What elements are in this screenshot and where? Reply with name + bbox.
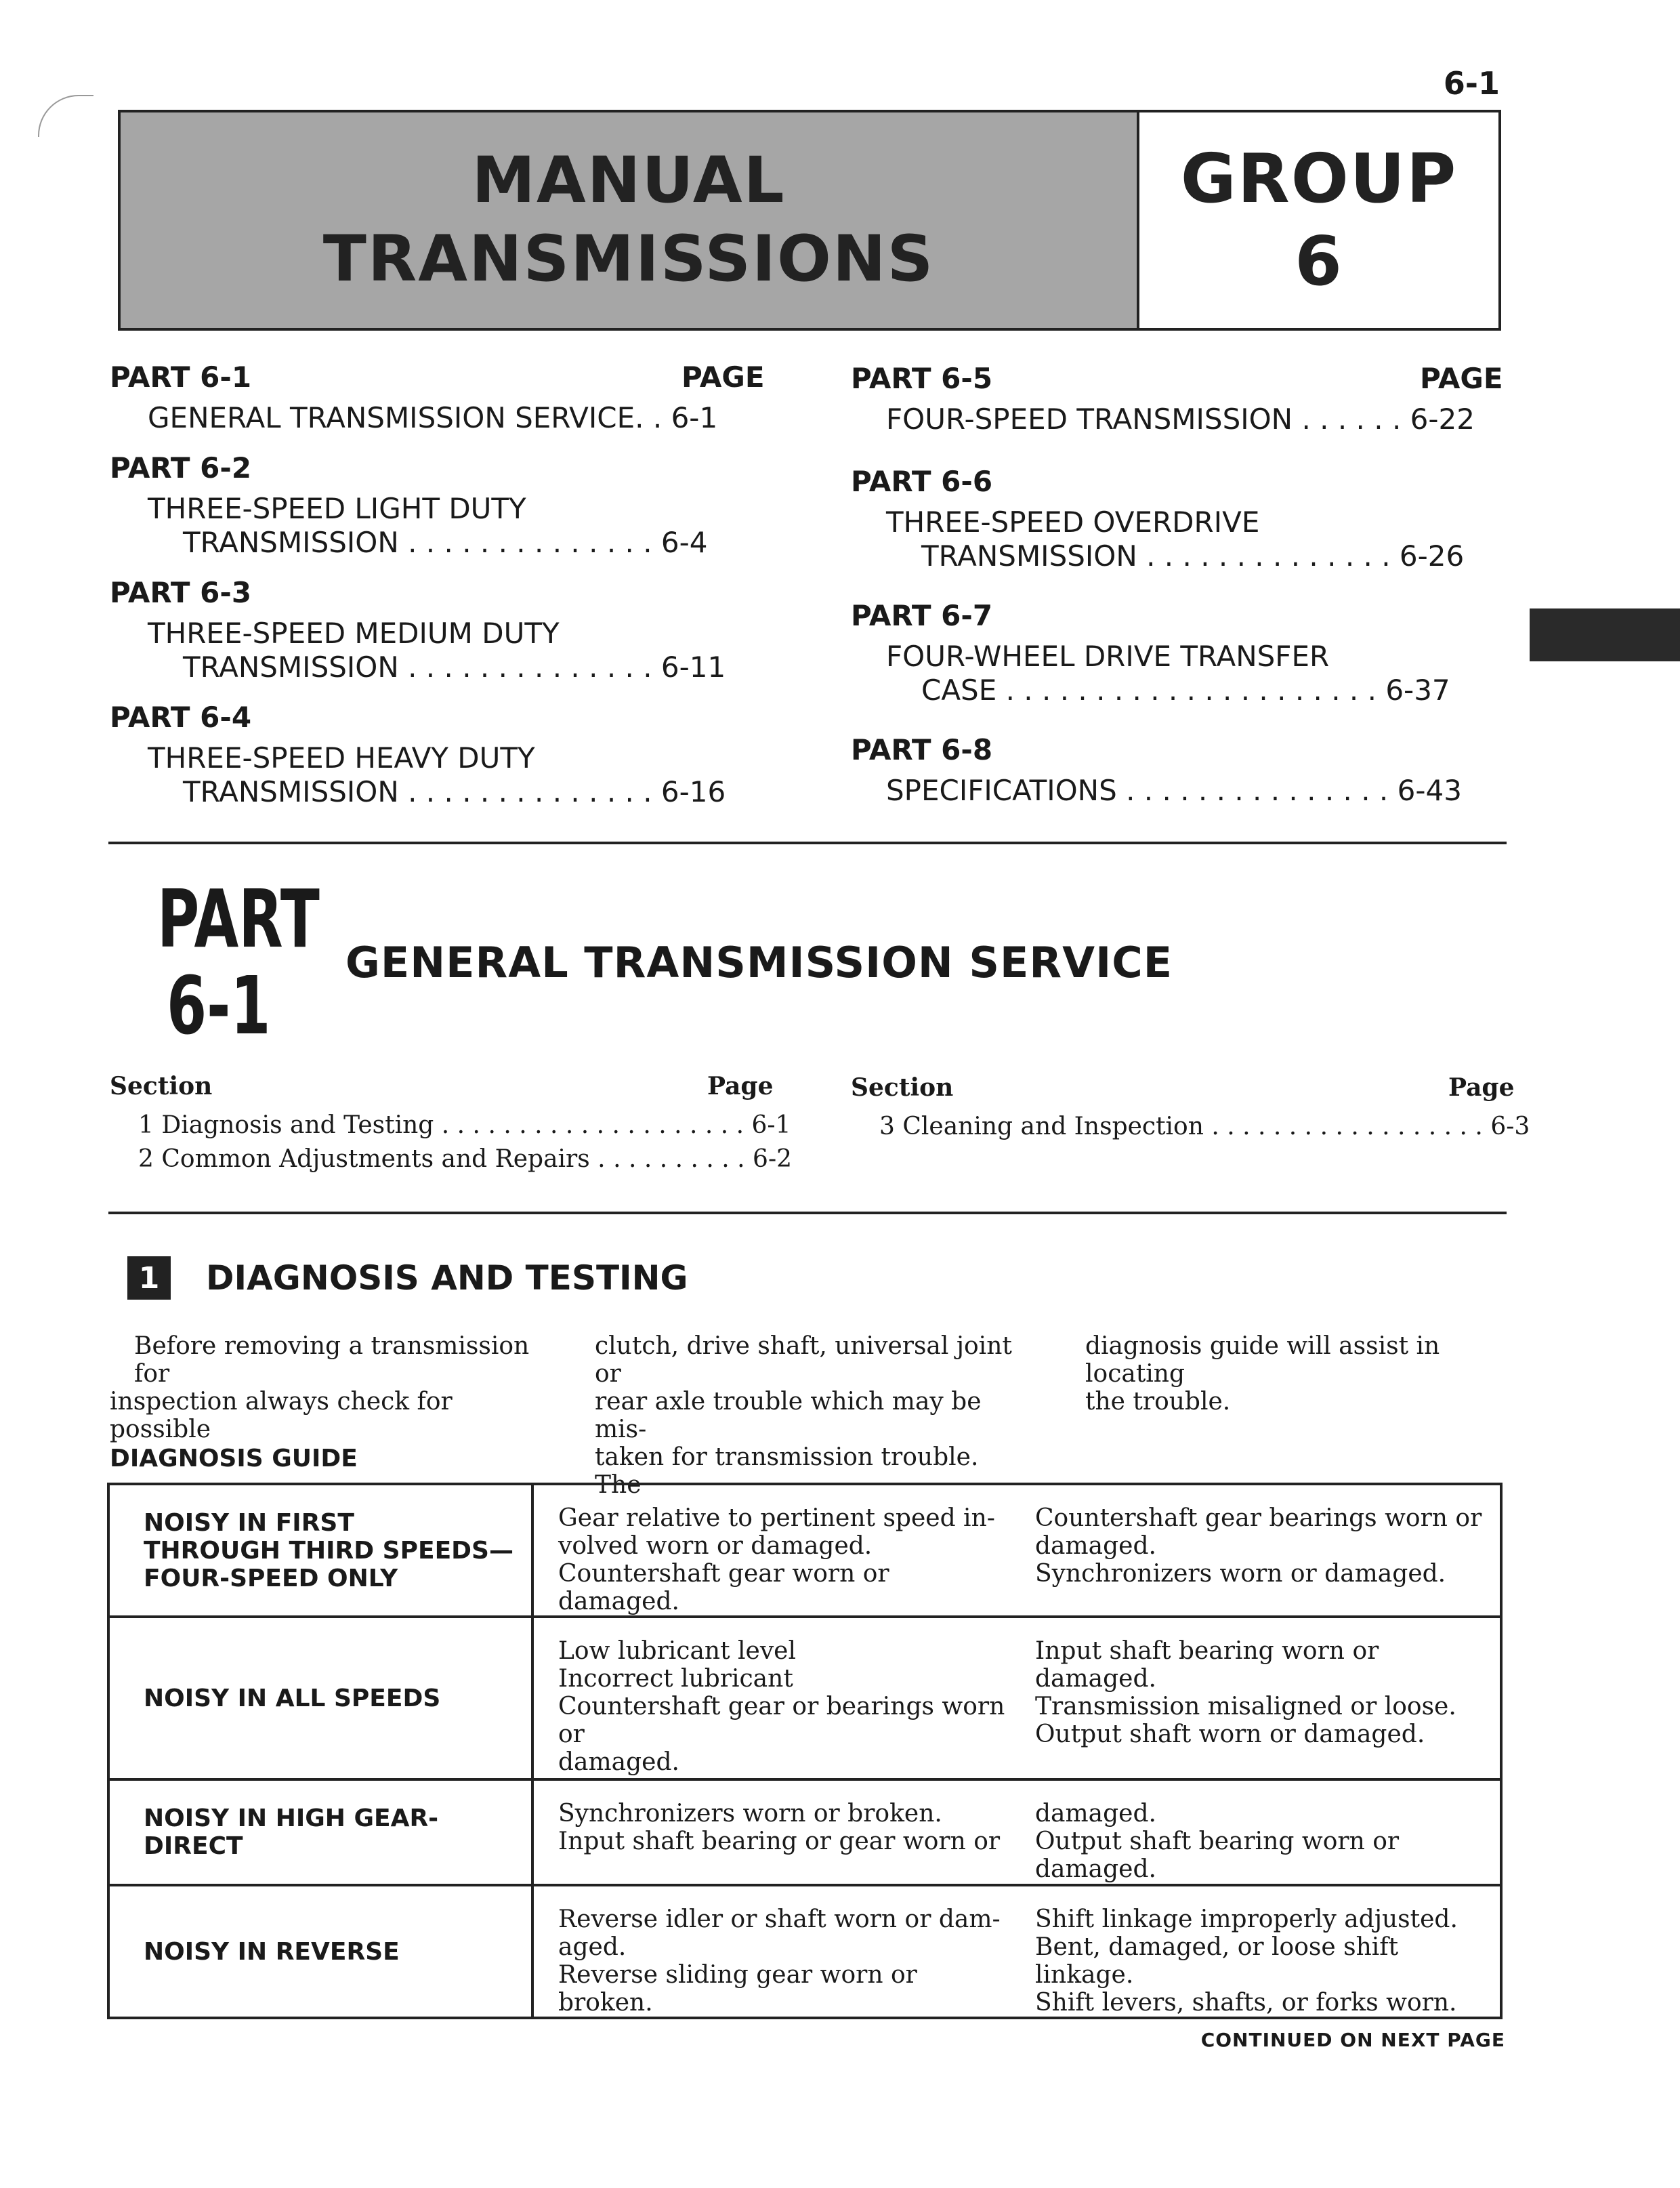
toc-part: PART 6-1 [110,360,252,394]
cause-text: Output shaft worn or damaged. [1035,1720,1425,1748]
condition-cell [110,1485,534,1615]
cause-cell [1026,1886,1500,2017]
chapter-title-line-1: MANUAL [471,144,786,218]
toc-item[interactable]: TRANSMISSION . . . . . . . . . . . . . . 6-4 [183,526,708,559]
chapter-title [121,112,1139,328]
guide-title: DIAGNOSIS GUIDE [110,1445,358,1472]
toc-part: PART 6-7 [851,599,993,632]
diagnosis-guide-table [107,1483,1503,2019]
table-row [110,1781,1500,1886]
cause-cell [1026,1485,1500,1615]
cause-text: Countershaft gear or bearings worn or [558,1693,1005,1748]
section-header: Section [851,1073,954,1102]
part-label-number: 6-1 [167,959,271,1052]
cause-cell [534,1485,1026,1615]
cause-text: Bent, damaged, or loose shift linkage. [1035,1933,1399,1989]
toc-item[interactable]: TRANSMISSION . . . . . . . . . . . . . . 6-26 [921,539,1465,573]
cause-text: Shift linkage improperly adjusted. [1035,1905,1458,1933]
cause-cell [534,1886,1026,2017]
intro-column-1 [110,1332,530,1443]
text-line: Before removing a transmission for [134,1332,530,1388]
toc-item[interactable]: TRANSMISSION . . . . . . . . . . . . . . 6-11 [183,651,726,684]
section-title: DIAGNOSIS AND TESTING [206,1258,688,1298]
text-line: rear axle trouble which may be mis- [595,1388,982,1443]
intro-column-3 [1085,1332,1519,1416]
intro-column-2 [595,1332,1028,1499]
toc-page-label: PAGE [681,360,765,394]
condition-text: THROUGH THIRD SPEEDS— [144,1536,513,1565]
part-title: GENERAL TRANSMISSION SERVICE [345,938,1173,987]
group-number: 6 [1295,222,1343,301]
section-header: Section [110,1072,213,1100]
text-line: the trouble. [1085,1388,1231,1416]
page-header: Page [1448,1073,1515,1102]
cause-text: damaged. [558,1748,679,1776]
cause-text: damaged. [1035,1800,1156,1828]
toc-item: THREE-SPEED HEAVY DUTY [148,741,535,775]
cause-text: Shift levers, shafts, or forks worn. [1035,1989,1457,2017]
text-line: clutch, drive shaft, universal joint or [595,1332,1012,1388]
section-link[interactable]: 3 Cleaning and Inspection . . . . . . . . . . . . . . . . . . 6-3 [879,1113,1530,1140]
cause-text: Reverse idler or shaft worn or dam- [558,1905,1001,1933]
cause-cell [534,1618,1026,1778]
cause-text: volved worn or damaged. [558,1532,873,1560]
corner-mark [38,95,93,137]
cause-text: Reverse sliding gear worn or broken. [558,1961,917,2017]
chapter-title-line-2: TRANSMISSIONS [322,222,935,296]
cause-cell [1026,1618,1500,1778]
continued-note: CONTINUED ON NEXT PAGE [1200,2029,1505,2051]
chapter-header [118,110,1501,331]
condition-text: NOISY IN HIGH GEAR- [144,1804,439,1832]
divider [108,1212,1507,1214]
condition-cell [110,1618,534,1778]
text-line: inspection always check for possible [110,1388,453,1443]
condition-text: NOISY IN REVERSE [144,1937,400,1966]
cause-cell [1026,1781,1500,1884]
toc-part: PART 6-5 [851,362,993,395]
cause-text: Countershaft gear worn or damaged. [558,1560,889,1615]
group-label [1139,112,1498,328]
toc-item: THREE-SPEED OVERDRIVE [886,505,1260,539]
part-label-word: PART [157,872,320,966]
toc-item: THREE-SPEED LIGHT DUTY [148,492,526,525]
cause-text: Incorrect lubricant [558,1665,793,1693]
cause-text: Gear relative to pertinent speed in- [558,1504,995,1532]
cause-text: Input shaft bearing or gear worn or [558,1828,1001,1855]
cause-text: Synchronizers worn or broken. [558,1800,942,1828]
toc-item[interactable]: FOUR-SPEED TRANSMISSION . . . . . . 6-22 [886,402,1475,436]
cause-text: aged. [558,1933,627,1961]
cause-text: Low lubricant level [558,1637,796,1665]
condition-cell [110,1781,534,1884]
toc-item[interactable]: SPECIFICATIONS . . . . . . . . . . . . . . . 6-43 [886,774,1462,807]
group-word: GROUP [1180,139,1458,218]
cause-cell [534,1781,1026,1884]
toc-item[interactable]: CASE . . . . . . . . . . . . . . . . . . . . . 6-37 [921,674,1450,707]
condition-text: NOISY IN ALL SPEEDS [144,1684,441,1712]
toc-part: PART 6-8 [851,733,993,766]
section-number-badge: 1 [127,1256,171,1300]
cause-text: Input shaft bearing worn or damaged. [1035,1637,1379,1693]
divider [108,842,1507,844]
cause-text: Synchronizers worn or damaged. [1035,1560,1446,1588]
cause-text: damaged. [1035,1532,1156,1560]
condition-cell [110,1886,534,2017]
page-number: 6-1 [1443,65,1500,102]
cause-text: Transmission misaligned or loose. [1035,1693,1456,1720]
page-header: Page [707,1072,774,1100]
table-row [110,1485,1500,1618]
condition-text: NOISY IN FIRST [144,1508,354,1537]
toc-part: PART 6-3 [110,576,252,609]
toc-item: THREE-SPEED MEDIUM DUTY [148,617,560,650]
toc-item: FOUR-WHEEL DRIVE TRANSFER [886,640,1330,673]
condition-text: FOUR-SPEED ONLY [144,1564,398,1592]
toc-part: PART 6-4 [110,701,252,734]
toc-part: PART 6-2 [110,451,252,484]
text-line: taken for transmission trouble. The [595,1443,979,1499]
toc-item[interactable]: GENERAL TRANSMISSION SERVICE. . 6-1 [148,401,718,434]
table-row [110,1618,1500,1781]
text-line: diagnosis guide will assist in locating [1085,1332,1440,1388]
section-link[interactable]: 1 Diagnosis and Testing . . . . . . . . . . . . . . . . . . . . 6-1 [138,1111,791,1139]
section-tab-marker [1530,608,1680,661]
condition-text: DIRECT [144,1832,243,1860]
cause-text: Countershaft gear bearings worn or [1035,1504,1482,1532]
section-link[interactable]: 2 Common Adjustments and Repairs . . . . . . . . . . 6-2 [138,1145,793,1173]
toc-page-label: PAGE [1420,362,1503,395]
table-row [110,1886,1500,2017]
toc-part: PART 6-6 [851,465,993,498]
toc-item[interactable]: TRANSMISSION . . . . . . . . . . . . . . 6-16 [183,775,726,808]
cause-text: Output shaft bearing worn or damaged. [1035,1828,1400,1883]
